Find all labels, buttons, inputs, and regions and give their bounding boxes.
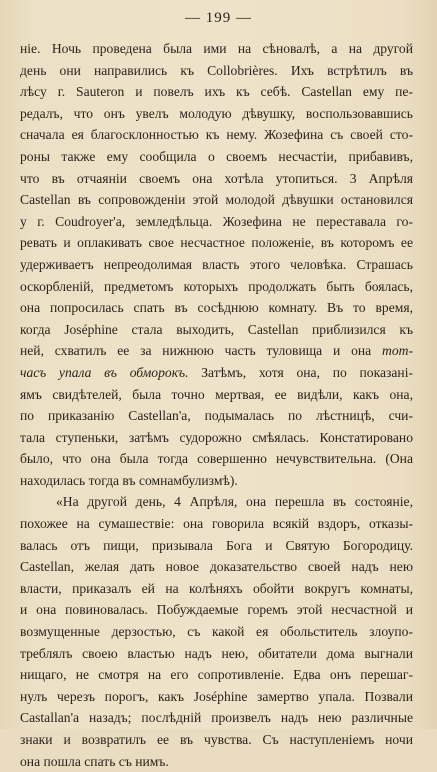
text-line-content: она попросилась спать въ сосѣднюю комнату. Въ то время, (20, 300, 413, 316)
text-line (20, 491, 413, 513)
italic-text: часъ упала въ обморокъ. (20, 364, 189, 380)
text-line (20, 751, 413, 772)
page-number: — 199 — (185, 10, 252, 26)
text-line-content: редалъ, что онъ увелъ молодую дѣвушку, воспользовавшись (20, 105, 413, 121)
text-line-content: треблялъ своею властью надъ нею, обитатели дома выгнали (20, 645, 413, 661)
text-line (20, 599, 413, 621)
text-line (20, 578, 413, 600)
text-line-content: Castellan, желая дать новое доказательство своей надъ нею (20, 559, 413, 575)
text-line-content: валась отъ пищи, призывала Бога и Святую Богородицу. (20, 537, 413, 553)
text-line (20, 254, 413, 276)
text-line-content: ямъ свидѣтелей, была точно мертвая, ее видѣли, какъ она, (20, 386, 413, 402)
text-line-content: было, что она была тогда совершенно нечувствительна. (Она (20, 451, 413, 467)
text-line (20, 729, 413, 751)
text-line-content: ней, схватилъ ее за нижнюю часть туловища и она (20, 343, 383, 359)
text-line-content: ніе. Ночь проведена была ими на сѣновалѣ, а на другой (20, 41, 413, 56)
text-line (20, 470, 413, 492)
text-line-content: день они направились къ Collobrières. Ихъ встрѣтилъ въ (20, 62, 413, 78)
text-line (20, 556, 413, 578)
text-line-content: нищаго, не смотря на его сопротивленіе. Едва онъ перешаг- (20, 667, 413, 683)
text-line (20, 103, 413, 125)
text-line-content: «На другой день, 4 Апрѣля, она перешла въ состояніе, (56, 494, 413, 510)
text-line-content: Castellan въ сопровожденіи этой молодой дѣвушки остановился (20, 192, 413, 208)
text-line-rest: Затѣмъ, хотя она, по показані- (188, 364, 413, 380)
text-line (20, 664, 413, 686)
text-line-content: оскорбленій, предметомъ которыхъ продолжать быть боялась, (20, 278, 413, 294)
text-line-content: лѣсу г. Sauteron и повелъ ихъ къ себѣ. Castellan ему пе- (20, 84, 413, 100)
text-line-content: власти, приказалъ ей на колѣняхъ обойти вокругъ комнаты, (20, 580, 413, 596)
text-line (20, 168, 413, 190)
text-line (20, 81, 413, 103)
text-line (20, 340, 413, 362)
text-line (20, 124, 413, 146)
text-line (20, 448, 413, 470)
text-line-content: по приказанію Castellan'а, подымалась по лѣстницѣ, счи- (20, 408, 413, 424)
text-line (20, 621, 413, 643)
text-line-content: ревать и оплакивать свое несчастное положеніе, въ которомъ ее (20, 235, 413, 251)
text-line (20, 146, 413, 168)
text-line (20, 535, 413, 557)
text-line (20, 211, 413, 233)
text-line-content: тала ступеньки, затѣмъ судорожно смѣялась. Констатировано (20, 429, 413, 445)
text-line-content: похожее на сумашествіе: она говорила всякій вздоръ, отказы- (20, 516, 413, 532)
text-line (20, 405, 413, 427)
text-line (20, 513, 413, 535)
text-line (20, 276, 413, 298)
text-line-content: находилась тогда въ сомнамбулизмѣ). (20, 472, 238, 488)
text-line (20, 362, 413, 384)
text-line (20, 384, 413, 406)
text-line-content: у г. Coudroyer'а, земледѣльца. Жозефина не переставала го- (20, 213, 413, 229)
text-line-content: Castallan'а назадъ; послѣдній произвелъ надъ нею различные (20, 710, 413, 726)
text-line (20, 686, 413, 708)
body-text (20, 38, 413, 772)
text-line (20, 232, 413, 254)
text-line (20, 60, 413, 82)
text-line-content: и она повиновалась. Побуждаемые горемъ этой несчастной и (20, 602, 413, 618)
text-line (20, 707, 413, 729)
text-line-content: нулъ черезъ порогъ, какъ Joséphine замертво упала. Позвали (20, 688, 413, 704)
text-line (20, 189, 413, 211)
italic-text: тот- (382, 343, 413, 359)
text-line (20, 427, 413, 449)
text-line (20, 319, 413, 341)
text-line-content: когда Joséphine стала выходить, Castellan приблизился къ (20, 321, 413, 337)
text-line-content: сначала ея благосклонностью къ нему. Жозефина съ своей сто- (20, 127, 413, 143)
text-line (20, 38, 413, 60)
text-line-content: она пошла спать съ нимъ. (20, 753, 169, 769)
text-line-content: что въ отчаяніи своемъ она хотѣла утопиться. 3 Апрѣля (20, 170, 413, 186)
text-line-content: знаки и возвратилъ ее въ чувства. Съ наступленіемъ ночи (20, 732, 413, 747)
text-line-content: удерживаетъ непреодолимая власть этого человѣка. Страшась (20, 256, 413, 272)
text-line-content: возмущенные дерзостью, съ какой ея обольститель злоупо- (20, 624, 413, 640)
text-line (20, 297, 413, 319)
text-line-content: роны также ему сообщила о своемъ несчастіи, прибавивъ, (20, 148, 413, 164)
text-line (20, 643, 413, 665)
